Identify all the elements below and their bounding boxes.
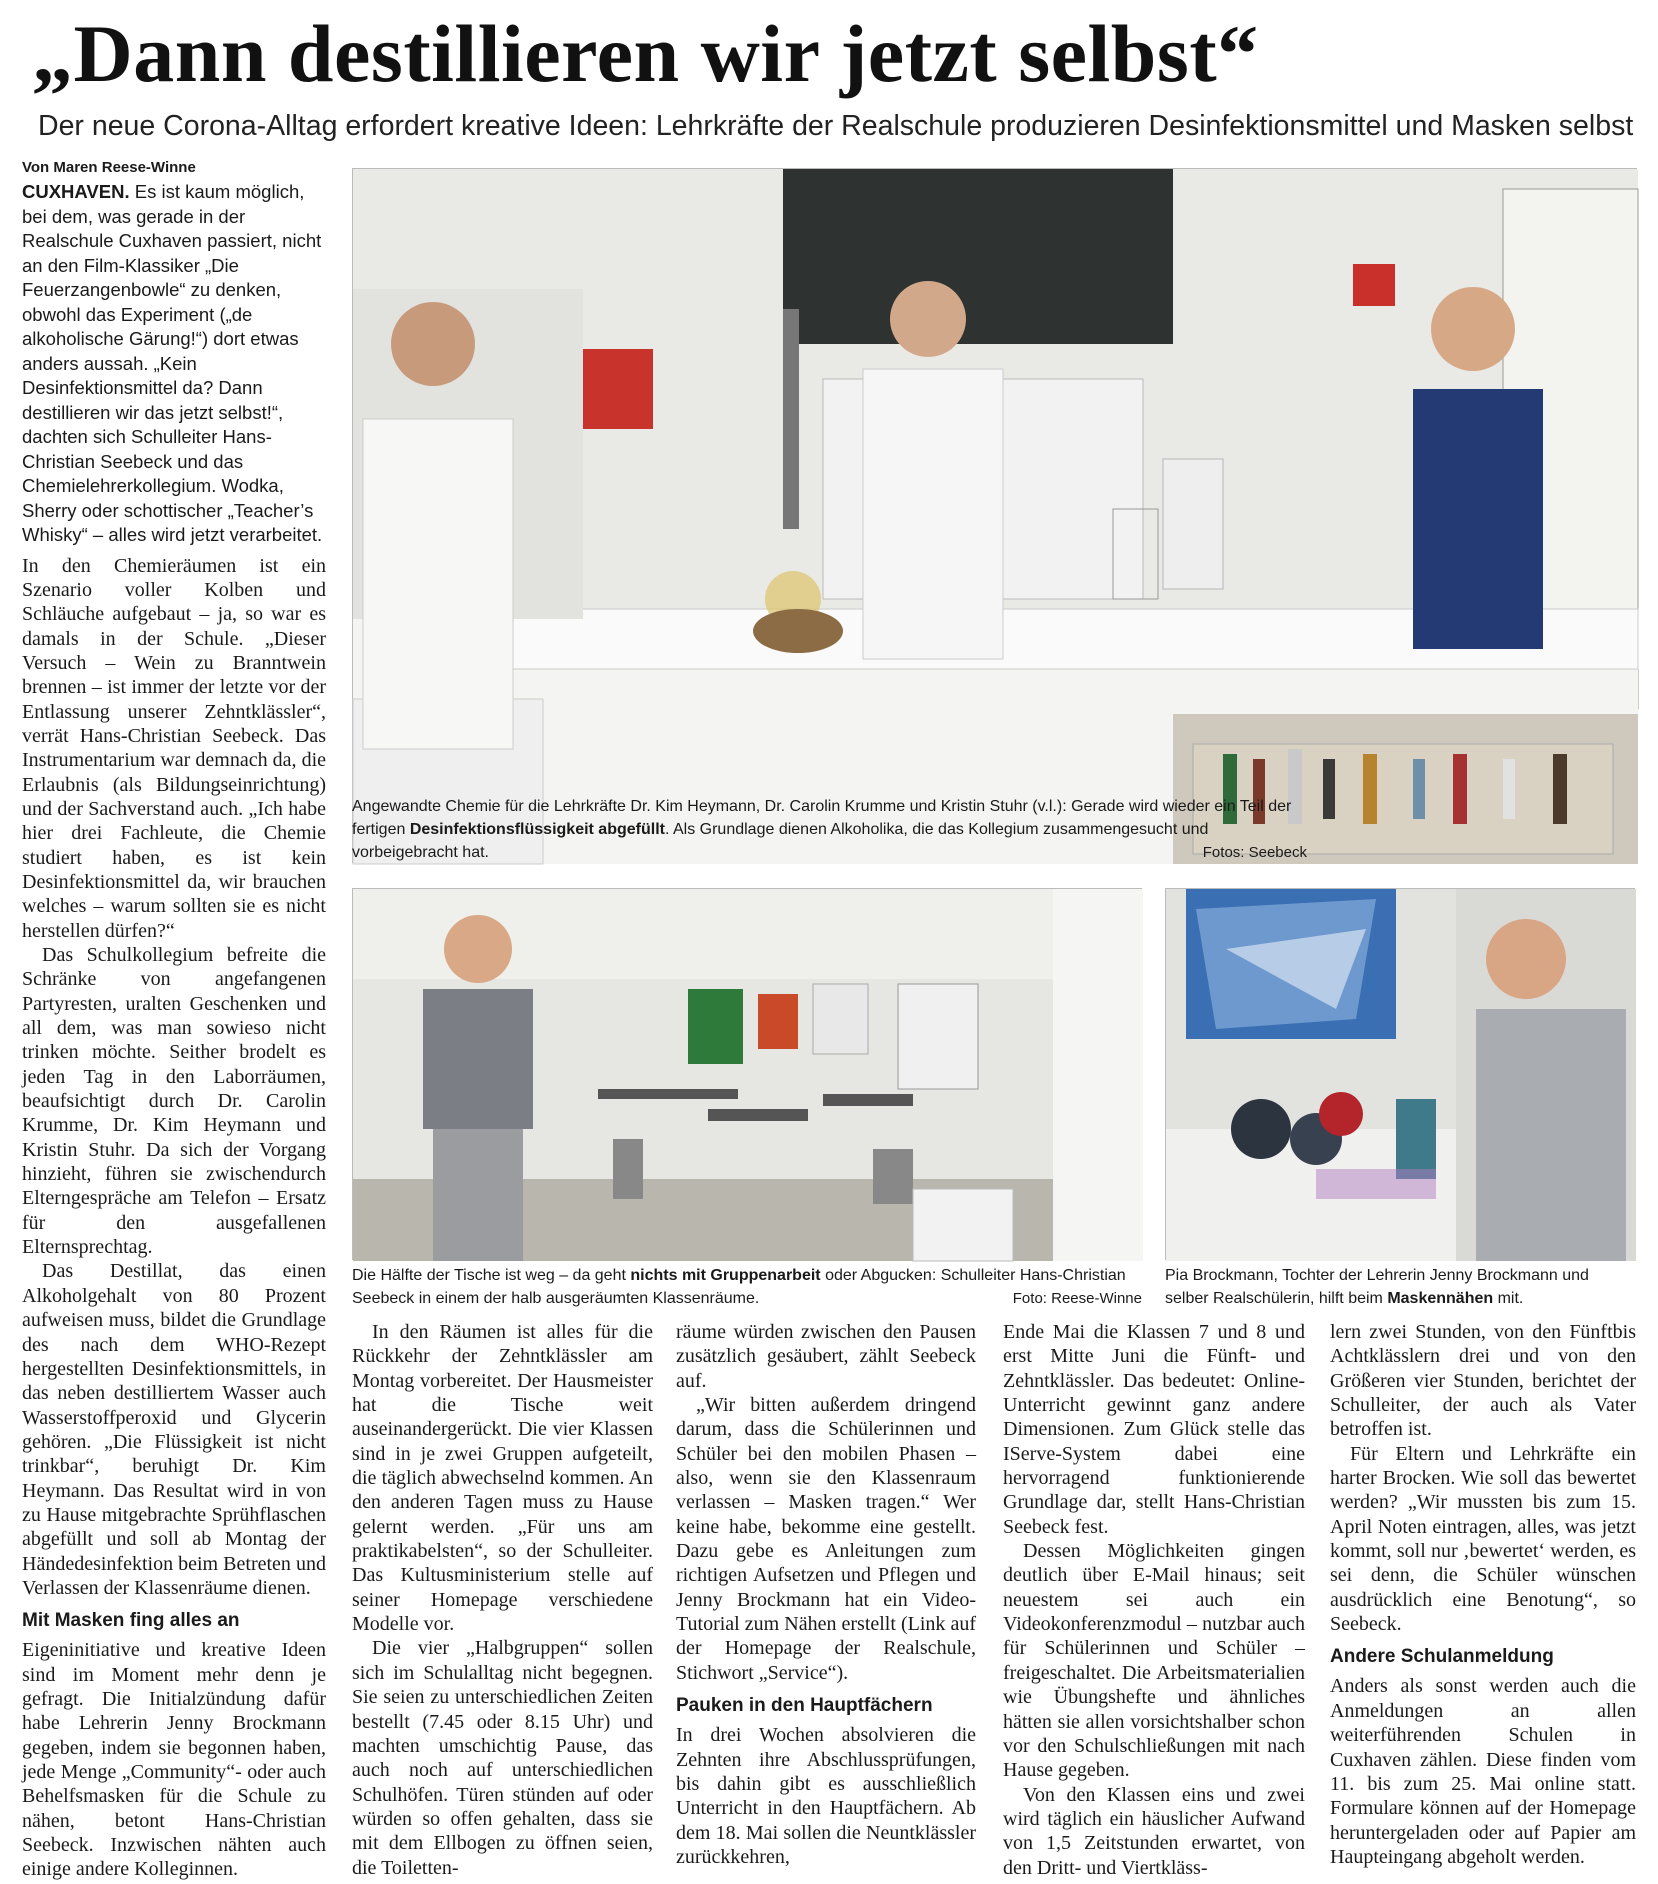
caption-text: mit. bbox=[1493, 1290, 1524, 1307]
caption-text: oder Abgucken: Schulleiter Hans-Christian Seebeck in einem der halb ausgeräumten Klassenräume. bbox=[352, 1267, 1126, 1307]
paragraph: Von den Klassen eins und zwei wird täglich ein häuslicher Aufwand von 1,5 Zeitstunden erwartet, von den Dritt- und Viertkläss- bbox=[1003, 1783, 1305, 1879]
caption-bold-text: nichts mit Gruppenarbeit bbox=[630, 1267, 821, 1284]
paragraph: In drei Wochen absolvieren die Zehnten ihre Abschlussprüfungen, bis dahin gibt es ausschließlich Unterricht in den Hauptfächern. Ab dem 18. Mai sollen die Neuntklässler zurückkehren, bbox=[676, 1724, 976, 1868]
paragraph: Die vier „Halbgruppen“ sollen sich im Schulalltag nicht begegnen. Sie seien zu unterschiedlichen Zeiten bestellt (7.45 oder 8.15 Uhr) und machten umschichtig Pause, das auch noch auf unterschiedlichen Schulhöfen. Türen stünden auf oder würden so offen gehalten, dass sie mit dem Ellbogen zu öffnen seien, die Toiletten- bbox=[352, 1637, 653, 1879]
paragraph: Dessen Möglichkeiten gingen deutlich über E-Mail hinaus; seit neuestem sei auch ein Videokonferenzmodul – nutzbar auch für Schülerinnen und Schüler – freigeschaltet. Die Arbeitsmaterialien wie Übungshefte und ähnliches hätten sie allen vorsichtshalber schon vor den Schulschließungen mit nach Hause gegeben. bbox=[1003, 1540, 1305, 1782]
photo-classroom bbox=[352, 888, 1142, 1260]
photo-mask-sewing bbox=[1165, 888, 1635, 1260]
lead-text: Es ist kaum möglich, bei dem, was gerade in der Realschule Cuxhaven passiert, nicht an den Film-Klassiker „Die Feuerzangenbowle“ zu denken, obwohl das Experiment („de alkoholische Gärung!“) dort etwas anders aussah. „Kein Desinfektionsmittel da? Dann destillieren wir das jetzt selbst!“, dachten sich Schulleiter Hans-Christian Seebeck und das Chemielehrerkollegium. Wodka, Sherry oder schottischer „Teacher’s Whisky“ – alles wird jetzt verarbeitet. bbox=[22, 181, 323, 545]
sewing-scene-illustration bbox=[1166, 889, 1636, 1261]
paragraph: lern zwei Stunden, von den Fünftbis Achtklässlern drei und von den Größeren vier Stunden, berichtet der Schulleiter, der auch als Vater betroffen ist. bbox=[1330, 1321, 1636, 1441]
lead-paragraph bbox=[22, 180, 326, 548]
headline: „Dann destillieren wir jetzt selbst“ bbox=[32, 8, 1259, 99]
subheadline: Der neue Corona-Alltag erfordert kreative Ideen: Lehrkräfte der Realschule produzieren Desinfektionsmittel und Masken selbst bbox=[38, 110, 1634, 142]
classroom-scene-illustration bbox=[353, 889, 1143, 1261]
paragraph: Eigeninitiative und kreative Ideen sind im Moment mehr denn je gefragt. Die Initialzündung dafür habe Lehrerin Jenny Brockmann gegeben, indem sie begonnen haben, jede Menge „Community“- oder auch Behelfsmasken für die Schule zu nähen, betont Hans-Christian Seebeck. Inzwischen nähten auch einige andere Kolleginnen. bbox=[22, 1639, 326, 1881]
caption-bold-text: Desinfektionsflüssigkeit abgefüllt bbox=[409, 821, 665, 838]
dateline: CUXHAVEN. bbox=[22, 181, 130, 202]
caption-bold-text: Maskennähen bbox=[1387, 1290, 1494, 1307]
caption-text: Angewandte Chemie für die Lehrkräfte Dr. Kim Heymann, Dr. Carolin Krumme und Kristin Stuhr (v.l.): Gerade wird wieder ein Teil der fertigen bbox=[352, 798, 1292, 838]
caption-text: . Als Grundlage dienen Alkoholika, die das Kollegium zusammengesucht und vorbeigebracht hat. bbox=[352, 821, 1209, 861]
paragraph: Anders als sonst werden auch die Anmeldungen an allen weiterführenden Schulen in Cuxhaven zählen. Diese finden vom 11. bis zum 25. Mai online statt. Formulare können auf der Homepage heruntergeladen oder auf Papier am Haupteingang abgeholt werden. bbox=[1330, 1675, 1636, 1868]
photo-credit: Fotos: Seebeck bbox=[1202, 844, 1307, 861]
paragraph: In den Räumen ist alles für die Rückkehr der Zehntklässler am Montag vorbereitet. Der Hausmeister hat die Tische weit auseinandergerückt. Die vier Klassen sind in je zwei Gruppen aufgeteilt, die täglich abwechselnd kommen. An den anderen Tagen muss zu Hause gelernt werden. „Für uns am praktikabelsten“, so der Schulleiter. Das Kultusministerium stelle auf seiner Homepage verschiedene Modelle vor. bbox=[352, 1321, 653, 1636]
caption-text: Die Hälfte der Tische ist weg – da geht bbox=[352, 1267, 631, 1284]
caption-classroom-photo bbox=[352, 1264, 1142, 1310]
photo-credit: Foto: Reese-Winne bbox=[1012, 1290, 1142, 1307]
paragraph: Das Schulkollegium befreite die Schränke von angefangenen Partyresten, uralten Geschenken und all dem, was man sowieso nicht trinken möchte. Seither brodelt es jeden Tag in den Laborräumen, beaufsichtigt durch Dr. Carolin Krumme, Dr. Kim Heymann und Kristin Stuhr. Da sich der Vorgang hinzieht, führen sie zwischendurch Elterngespräche am Telefon – Ersatz für den ausgefallenen Elternsprechtag. bbox=[22, 944, 326, 1259]
paragraph: In den Chemieräumen ist ein Szenario voller Kolben und Schläuche aufgebaut – ja, so war es damals in der Schule. „Dieser Versuch – Wein zu Branntwein brennen – ist immer der letzte vor der Entlassung unserer Zehntklässler“, verrät Hans-Christian Seebeck. Das Instrumentarium war demnach da, die Erlaubnis (als Bildungseinrichtung) und der Sachverstand auch. „Ich habe hier drei Fachleute, die Chemie studiert haben, es ist kein Desinfektionsmittel da, wir brauchen welches – warum sollten sie es nicht herstellen dürfen?“ bbox=[22, 554, 326, 942]
subheading: Mit Masken fing alles an bbox=[22, 1610, 240, 1632]
photo-chemistry-lab bbox=[352, 168, 1637, 863]
lab-scene-illustration bbox=[353, 169, 1638, 864]
paragraph: räume würden zwischen den Pausen zusätzlich gesäubert, zählt Seebeck auf. bbox=[676, 1321, 976, 1392]
subheading: Pauken in den Hauptfächern bbox=[676, 1695, 933, 1717]
column-5 bbox=[1330, 1320, 1636, 1868]
column-2 bbox=[352, 1320, 653, 1879]
column-4 bbox=[1003, 1320, 1305, 1879]
column-3 bbox=[676, 1320, 976, 1868]
caption-text: Pia Brockmann, Tochter der Lehrerin Jenny Brockmann und selber Realschülerin, hilft beim bbox=[1165, 1267, 1589, 1307]
byline: Von Maren Reese-Winne bbox=[22, 159, 196, 176]
paragraph: Das Destillat, das einen Alkoholgehalt von 80 Prozent aufweisen muss, bildet die Grundlage des nach dem WHO-Rezept hergestellten Desinfektionsmittels, in das neben destilliertem Wasser auch Wasserstoffperoxid und Glycerin gehören. „Die Flüssigkeit ist nicht trinkbar“, beruhigt Dr. Kim Heymann. Das Resultat wird in von zu Hause mitgebrachte Sprühflaschen abgefüllt und soll ab Montag der Händedesinfektion beim Betreten und Verlassen der Klassenräume dienen. bbox=[22, 1260, 326, 1599]
paragraph: „Wir bitten außerdem dringend darum, dass die Schülerinnen und Schüler bei den mobilen Phasen – also, wenn sie den Klassenraum verlassen – Masken tragen.“ Wer keine habe, bekomme eine gestellt. Dazu gebe es Anleitungen zum richtigen Aufsetzen und Pflegen und Jenny Brockmann hat ein Video-Tutorial zum Nähen erstellt (Link auf der Homepage der Realschule, Stichwort „Service“). bbox=[676, 1394, 976, 1684]
caption-mask-photo bbox=[1165, 1264, 1635, 1310]
paragraph: Für Eltern und Lehrkräfte ein harter Brocken. Wie soll das bewertet werden? „Wir mussten bis zum 15. April Noten eintragen, alles, was jetzt kommt, soll nur ‚bewertet‘ werden, es sei denn, die Schüler wünschen ausdrücklich eine Benotung“, so Seebeck. bbox=[1330, 1442, 1636, 1636]
column-1 bbox=[22, 156, 326, 1881]
subheading: Andere Schulanmeldung bbox=[1330, 1646, 1554, 1668]
caption-chemistry-photo bbox=[352, 795, 1307, 864]
paragraph: Ende Mai die Klassen 7 und 8 und erst Mitte Juni die Fünft- und Zehntklässler. Das bedeutet: Online-Unterricht gewinnt ganz andere Dimensionen. Zum Glück stelle das IServe-System dabei eine hervorragend funktionierende Grundlage dar, stellt Hans-Christian Seebeck fest. bbox=[1003, 1321, 1305, 1538]
